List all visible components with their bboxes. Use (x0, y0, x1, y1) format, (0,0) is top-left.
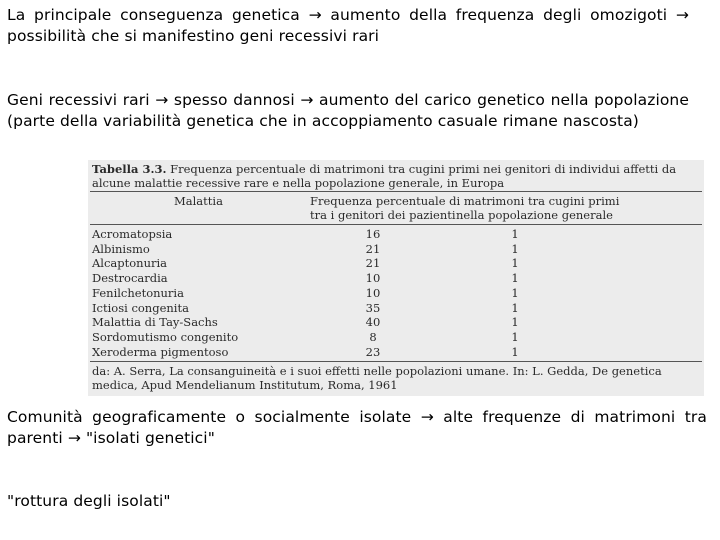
table-cell-patients: 21 (365, 256, 381, 271)
table-header-disease: Malattia (174, 194, 223, 208)
table-cell-patients: 10 (365, 285, 381, 300)
table-cell-patients: 40 (365, 315, 381, 330)
table-header-freq: Frequenza percentuale di matrimoni tra cugini primi (310, 194, 620, 208)
table-cell-disease: Acromatopsia (92, 227, 173, 241)
table-caption-text: Frequenza percentuale di matrimoni tra cugini primi nei genitori di individui affetti da alcune malattie recessive rare e nella popolazione generale, in Europa (92, 162, 677, 190)
table-cell-general: 1 (511, 241, 519, 256)
paragraph-breaking-isolates: "rottura degli isolati" (7, 492, 171, 510)
table-rule-top (90, 191, 702, 192)
table-cell-general: 1 (511, 227, 519, 241)
paragraph-recessive-genes: Geni recessivi rari → spesso dannosi → aumento del carico genetico nella popolazione (parte della variabilità genetica che in accoppiamento casuale rimane nascosta) (7, 91, 689, 130)
table-rule-header (90, 224, 702, 225)
table-cell-general: 1 (511, 256, 519, 271)
table-cell-disease: Destrocardia (92, 271, 168, 286)
paragraph-consequence: La principale conseguenza genetica → aumento della frequenza degli omozigoti → possibilità che si manifestino geni recessivi rari (7, 6, 689, 45)
table-source: da: A. Serra, La consanguineità e i suoi effetti nelle popolazioni umane. In: L. Gedda, De genetica medica, Apud Mendelianum Institutum, Roma, 1961 (92, 364, 662, 392)
scanned-table-image (88, 160, 704, 396)
table-caption-label: Tabella 3.3. (92, 162, 167, 176)
table-cell-general: 1 (511, 329, 519, 344)
paragraph-isolates: Comunità geograficamente o socialmente isolate → alte frequenze di matrimoni tra parenti → "isolati genetici" (7, 408, 707, 447)
table-header-general: nella popolazione generale (456, 208, 613, 222)
table-cell-disease: Albinismo (92, 241, 150, 256)
table-cell-patients: 35 (365, 300, 381, 315)
table-cell-patients: 23 (365, 344, 381, 359)
table-cell-disease: Malattia di Tay-Sachs (92, 315, 218, 330)
table-cell-disease: Fenilchetonuria (92, 285, 184, 300)
table-cell-general: 1 (511, 300, 519, 315)
table-cell-general: 1 (511, 271, 519, 286)
table-cell-patients: 16 (365, 227, 381, 241)
table-rule-bottom (90, 361, 702, 362)
table-cell-disease: Alcaptonuria (92, 256, 168, 271)
table-cell-disease: Sordomutismo congenito (92, 329, 239, 344)
table-cell-disease: Ictiosi congenita (92, 300, 189, 315)
table-cell-general: 1 (511, 315, 519, 330)
table-header-patients: tra i genitori dei pazienti (310, 208, 456, 222)
table-cell-patients: 21 (365, 241, 381, 256)
table-cell-disease: Xeroderma pigmentoso (92, 344, 229, 359)
table-cell-patients: 10 (365, 271, 381, 286)
table-caption (92, 162, 698, 190)
table-cell-patients: 8 (369, 329, 377, 344)
table-cell-general: 1 (511, 344, 519, 359)
table-cell-general: 1 (511, 285, 519, 300)
